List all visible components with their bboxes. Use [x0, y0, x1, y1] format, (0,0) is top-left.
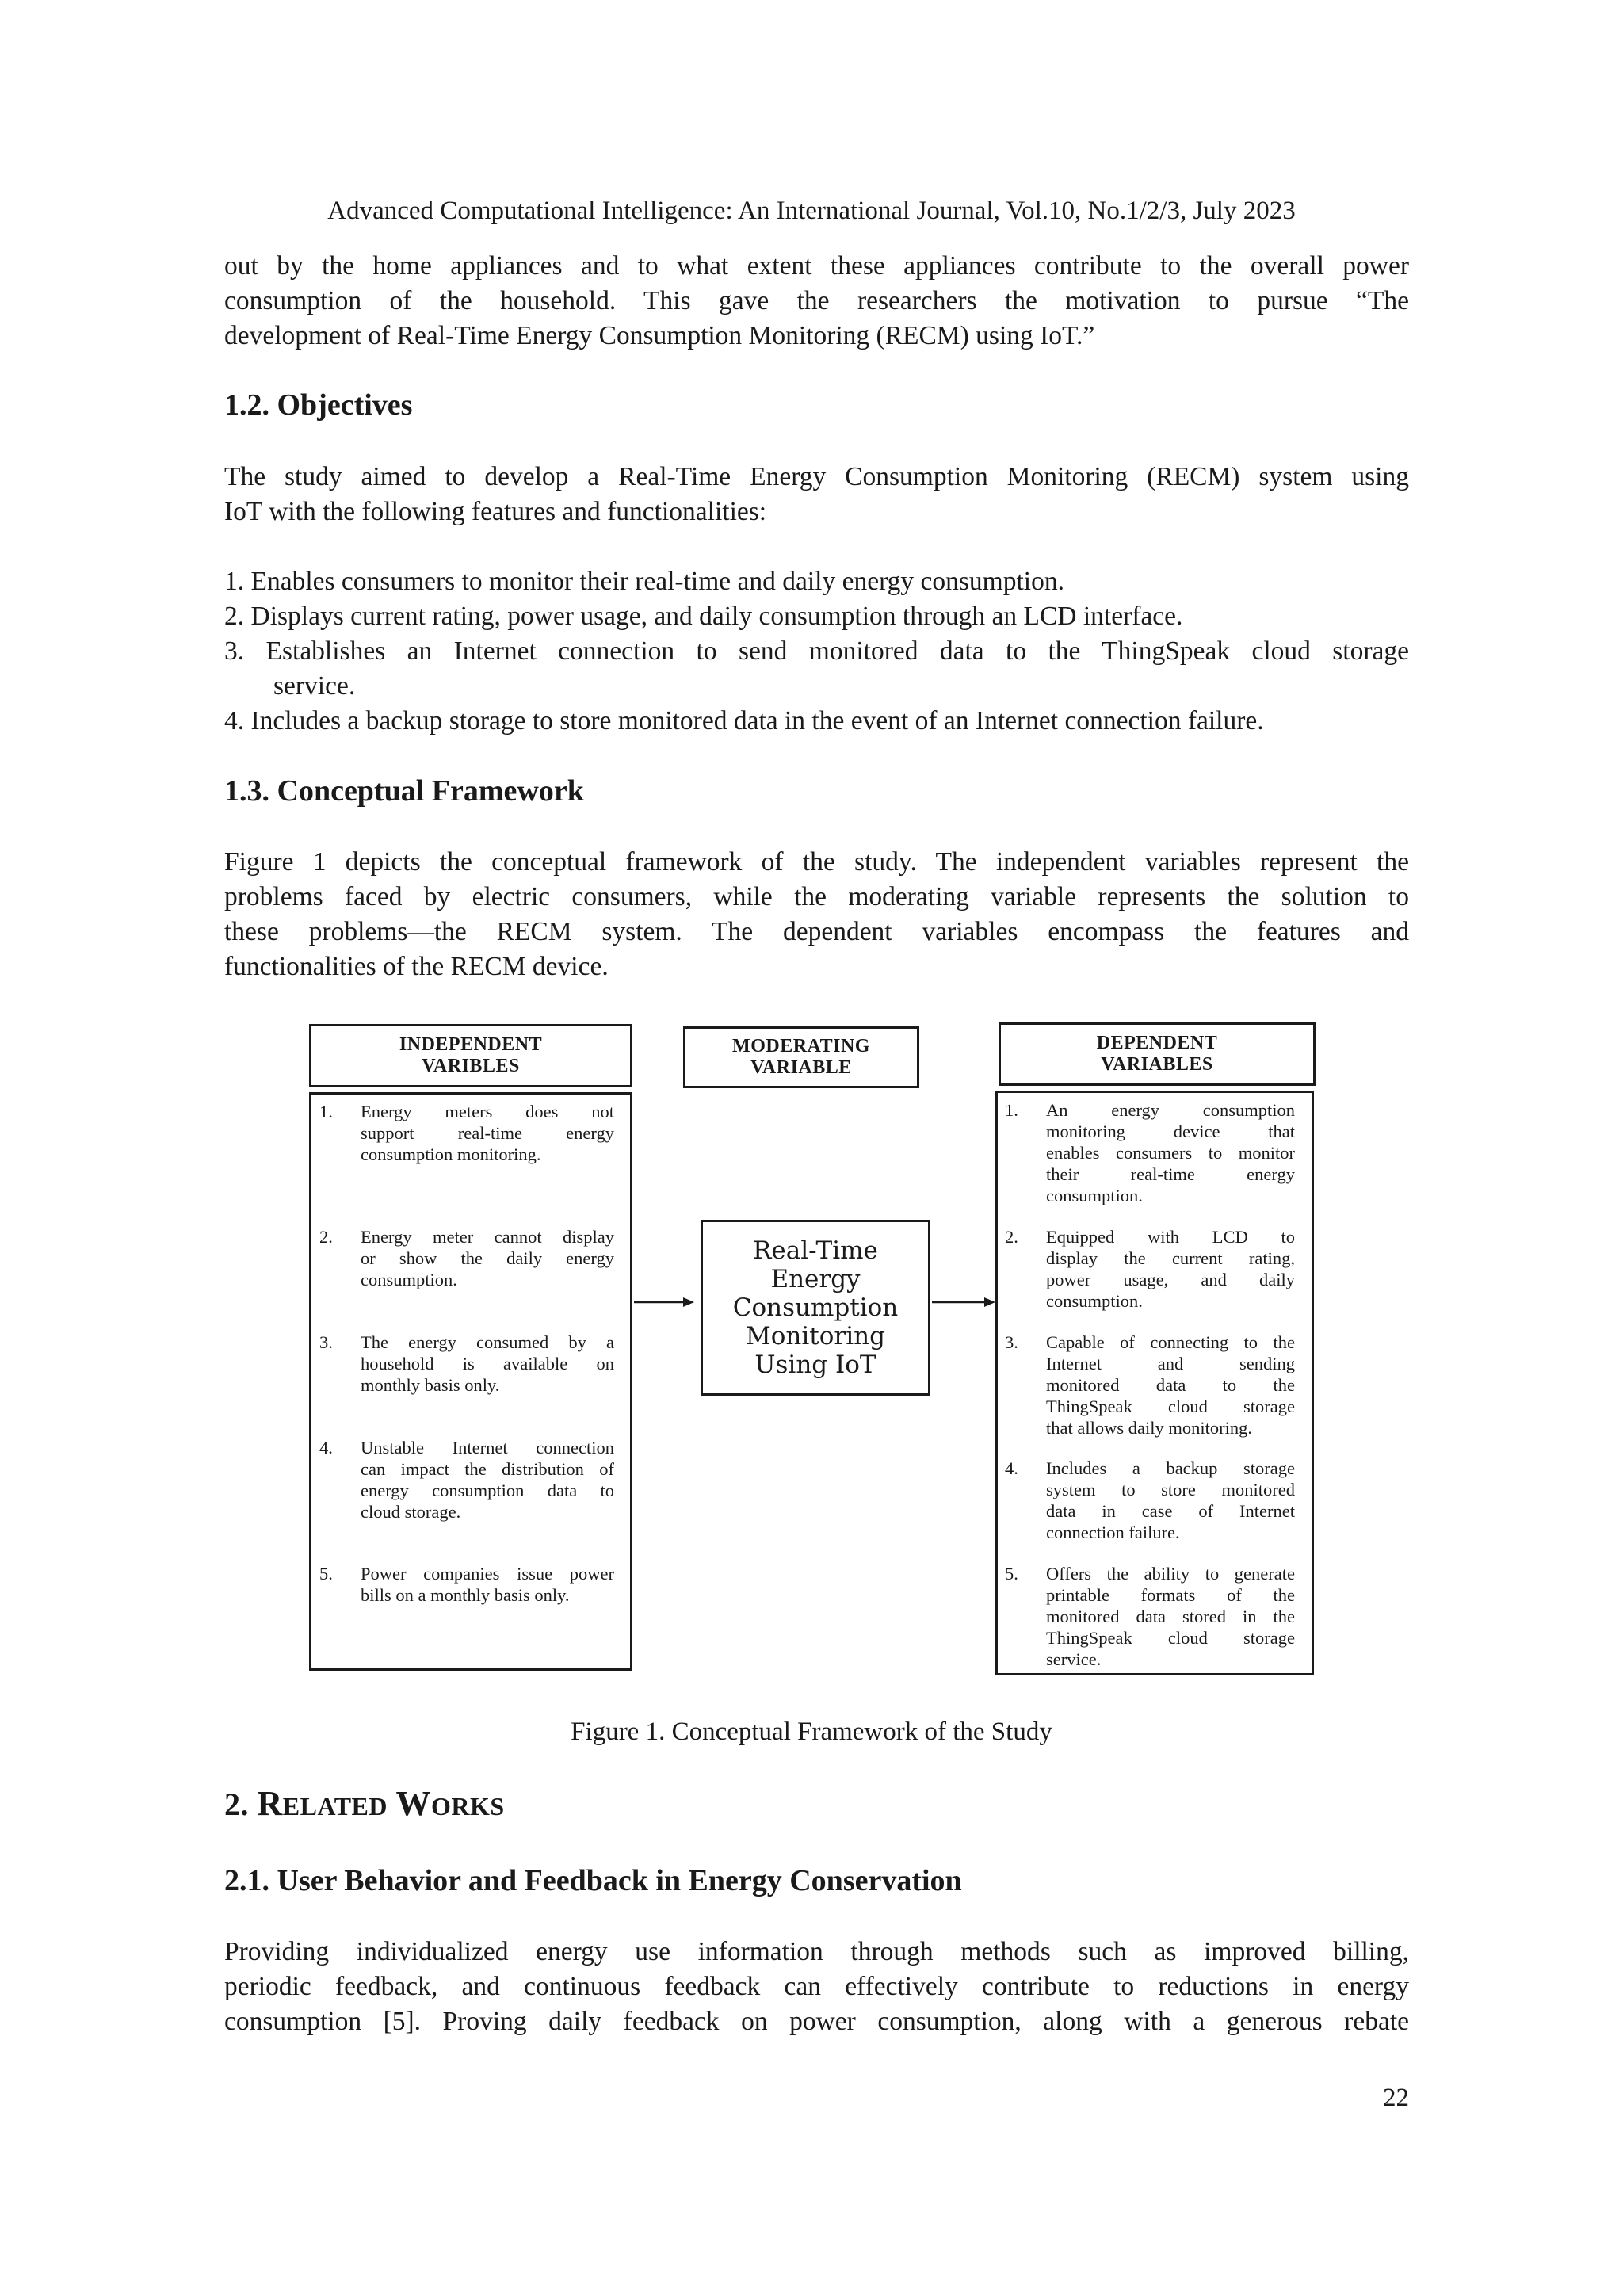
heading-smallcaps: ELATED	[282, 1792, 388, 1820]
independent-title-line: INDEPENDENT	[399, 1034, 543, 1055]
item-number: 5.	[319, 1564, 333, 1584]
objectives-paragraph	[224, 460, 1409, 529]
dependent-title-line: DEPENDENT	[1096, 1033, 1218, 1053]
item-line: bills on a monthly basis only.	[361, 1585, 570, 1605]
item-line: An energy consumption	[1046, 1100, 1295, 1120]
item-line: ThingSpeak cloud storage	[1046, 1628, 1295, 1648]
item-line: Capable of connecting to the	[1046, 1332, 1295, 1352]
item-number: 4.	[1005, 1458, 1018, 1478]
item-line: their real-time energy	[1046, 1164, 1295, 1184]
list-item-continuation: service.	[273, 671, 356, 701]
dependent-variables-box	[995, 1091, 1314, 1675]
page-number: 22	[1383, 2084, 1409, 2112]
text-line: functionalities of the RECM device.	[224, 952, 609, 981]
item-line: Power companies issue power	[361, 1564, 614, 1584]
dependent-title-line: VARIABLES	[1101, 1054, 1213, 1075]
item-line: connection failure.	[1046, 1522, 1180, 1542]
item-number: 1.	[1005, 1100, 1018, 1120]
item-line: power usage, and daily	[1046, 1270, 1295, 1289]
item-line: printable formats of the	[1046, 1585, 1295, 1605]
item-line: consumption.	[1046, 1186, 1143, 1205]
section-heading-framework: 1.3. Conceptual Framework	[224, 774, 584, 808]
center-line: Using IoT	[754, 1350, 876, 1379]
list-item: 4. Includes a backup storage to store monitored data in the event of an Internet connection failure.	[224, 706, 1264, 735]
item-number: 5.	[1005, 1564, 1018, 1584]
text-line: Figure 1 depicts the conceptual framework of the study. The independent variables represent the	[224, 847, 1409, 877]
item-line: display the current rating,	[1046, 1248, 1295, 1268]
moderating-title-box	[683, 1026, 919, 1088]
figure-caption: Figure 1. Conceptual Framework of the Study	[571, 1717, 1052, 1746]
item-line: Energy meter cannot display	[361, 1227, 614, 1247]
dependent-title-box	[999, 1022, 1316, 1086]
item-number: 3.	[1005, 1332, 1018, 1352]
center-line: Monitoring	[746, 1322, 885, 1350]
text-line: development of Real-Time Energy Consumption Monitoring (RECM) using IoT.”	[224, 321, 1095, 350]
running-header: Advanced Computational Intelligence: An International Journal, Vol.10, No.1/2/3, July 2023	[327, 197, 1296, 225]
text-line: IoT with the following features and functionalities:	[224, 497, 767, 526]
list-item: 3. Establishes an Internet connection to send monitored data to the ThingSpeak cloud storage	[224, 636, 1409, 666]
item-line: or show the daily energy	[361, 1248, 614, 1268]
text-line: problems faced by electric consumers, while the moderating variable represents the solution to	[224, 882, 1409, 911]
center-line: Energy	[770, 1265, 861, 1293]
section-heading-related-works	[224, 1785, 505, 1825]
arrowhead-icon	[683, 1297, 694, 1307]
item-line: support real-time energy	[361, 1123, 614, 1143]
heading-smallcaps: ORKS	[431, 1792, 505, 1820]
item-line: Energy meters does not	[361, 1102, 614, 1121]
text-line: consumption of the household. This gave the researchers the motivation to pursue “The	[224, 286, 1409, 315]
subsection-heading-user-behavior: 2.1. User Behavior and Feedback in Energy Conservation	[224, 1864, 962, 1897]
moderating-title-line: MODERATING	[732, 1036, 870, 1056]
item-line: consumption.	[1046, 1291, 1143, 1311]
independent-title-box	[309, 1024, 632, 1087]
list-item: 1. Enables consumers to monitor their real-time and daily energy consumption.	[224, 567, 1064, 596]
item-line: cloud storage.	[361, 1502, 461, 1522]
item-line: monitored data to the	[1046, 1375, 1295, 1395]
item-line: The energy consumed by a	[361, 1332, 614, 1352]
item-line: ThingSpeak cloud storage	[1046, 1396, 1295, 1416]
item-line: Internet and sending	[1046, 1354, 1295, 1373]
item-line: monthly basis only.	[361, 1375, 500, 1395]
center-line: Real-Time	[753, 1236, 878, 1265]
item-line: monitored data stored in the	[1046, 1606, 1295, 1626]
item-number: 3.	[319, 1332, 333, 1352]
text-line: periodic feedback, and continuous feedback can effectively contribute to reductions in energy	[224, 1972, 1409, 2001]
text-line: these problems—the RECM system. The dependent variables encompass the features and	[224, 917, 1409, 946]
item-line: energy consumption data to	[361, 1480, 614, 1500]
item-line: household is available on	[361, 1354, 614, 1373]
section-heading-objectives: 1.2. Objectives	[224, 388, 413, 422]
list-item: 2. Displays current rating, power usage, and daily consumption through an LCD interface.	[224, 602, 1183, 631]
item-line: Offers the ability to generate	[1046, 1564, 1295, 1584]
heading-number: 2.	[224, 1786, 249, 1822]
item-line: system to store monitored	[1046, 1480, 1295, 1499]
item-line: service.	[1046, 1649, 1102, 1669]
framework-paragraph	[224, 845, 1409, 984]
item-number: 4.	[319, 1438, 333, 1457]
moderating-variable-box	[701, 1220, 930, 1396]
item-line: monitoring device that	[1046, 1121, 1295, 1141]
item-line: can impact the distribution of	[361, 1459, 614, 1479]
item-line: data in case of Internet	[1046, 1501, 1295, 1521]
heading-letter: W	[395, 1784, 431, 1823]
related-paragraph	[224, 1935, 1409, 2039]
objectives-list	[224, 564, 1409, 739]
item-line: consumption monitoring.	[361, 1144, 541, 1164]
text-line: consumption [5]. Proving daily feedback on power consumption, along with a generous rebate	[224, 2007, 1409, 2036]
item-number: 2.	[1005, 1227, 1018, 1247]
item-line: enables consumers to monitor	[1046, 1143, 1295, 1163]
independent-title-line: VARIBLES	[422, 1056, 520, 1076]
intro-paragraph	[224, 249, 1409, 353]
heading-letter: R	[257, 1784, 283, 1823]
arrowhead-icon	[984, 1297, 995, 1307]
item-number: 1.	[319, 1102, 333, 1121]
text-line: out by the home appliances and to what extent these appliances contribute to the overall power	[224, 251, 1409, 281]
item-line: consumption.	[361, 1270, 457, 1289]
text-line: The study aimed to develop a Real-Time Energy Consumption Monitoring (RECM) system using	[224, 462, 1409, 491]
item-line: Equipped with LCD to	[1046, 1227, 1295, 1247]
item-line: Includes a backup storage	[1046, 1458, 1295, 1478]
center-line: Consumption	[732, 1293, 899, 1322]
item-number: 2.	[319, 1227, 333, 1247]
independent-variables-box	[309, 1092, 632, 1671]
text-line: Providing individualized energy use information through methods such as improved billing,	[224, 1937, 1409, 1966]
moderating-title-line: VARIABLE	[750, 1057, 852, 1078]
item-line: Unstable Internet connection	[361, 1438, 614, 1457]
item-line: that allows daily monitoring.	[1046, 1418, 1252, 1438]
